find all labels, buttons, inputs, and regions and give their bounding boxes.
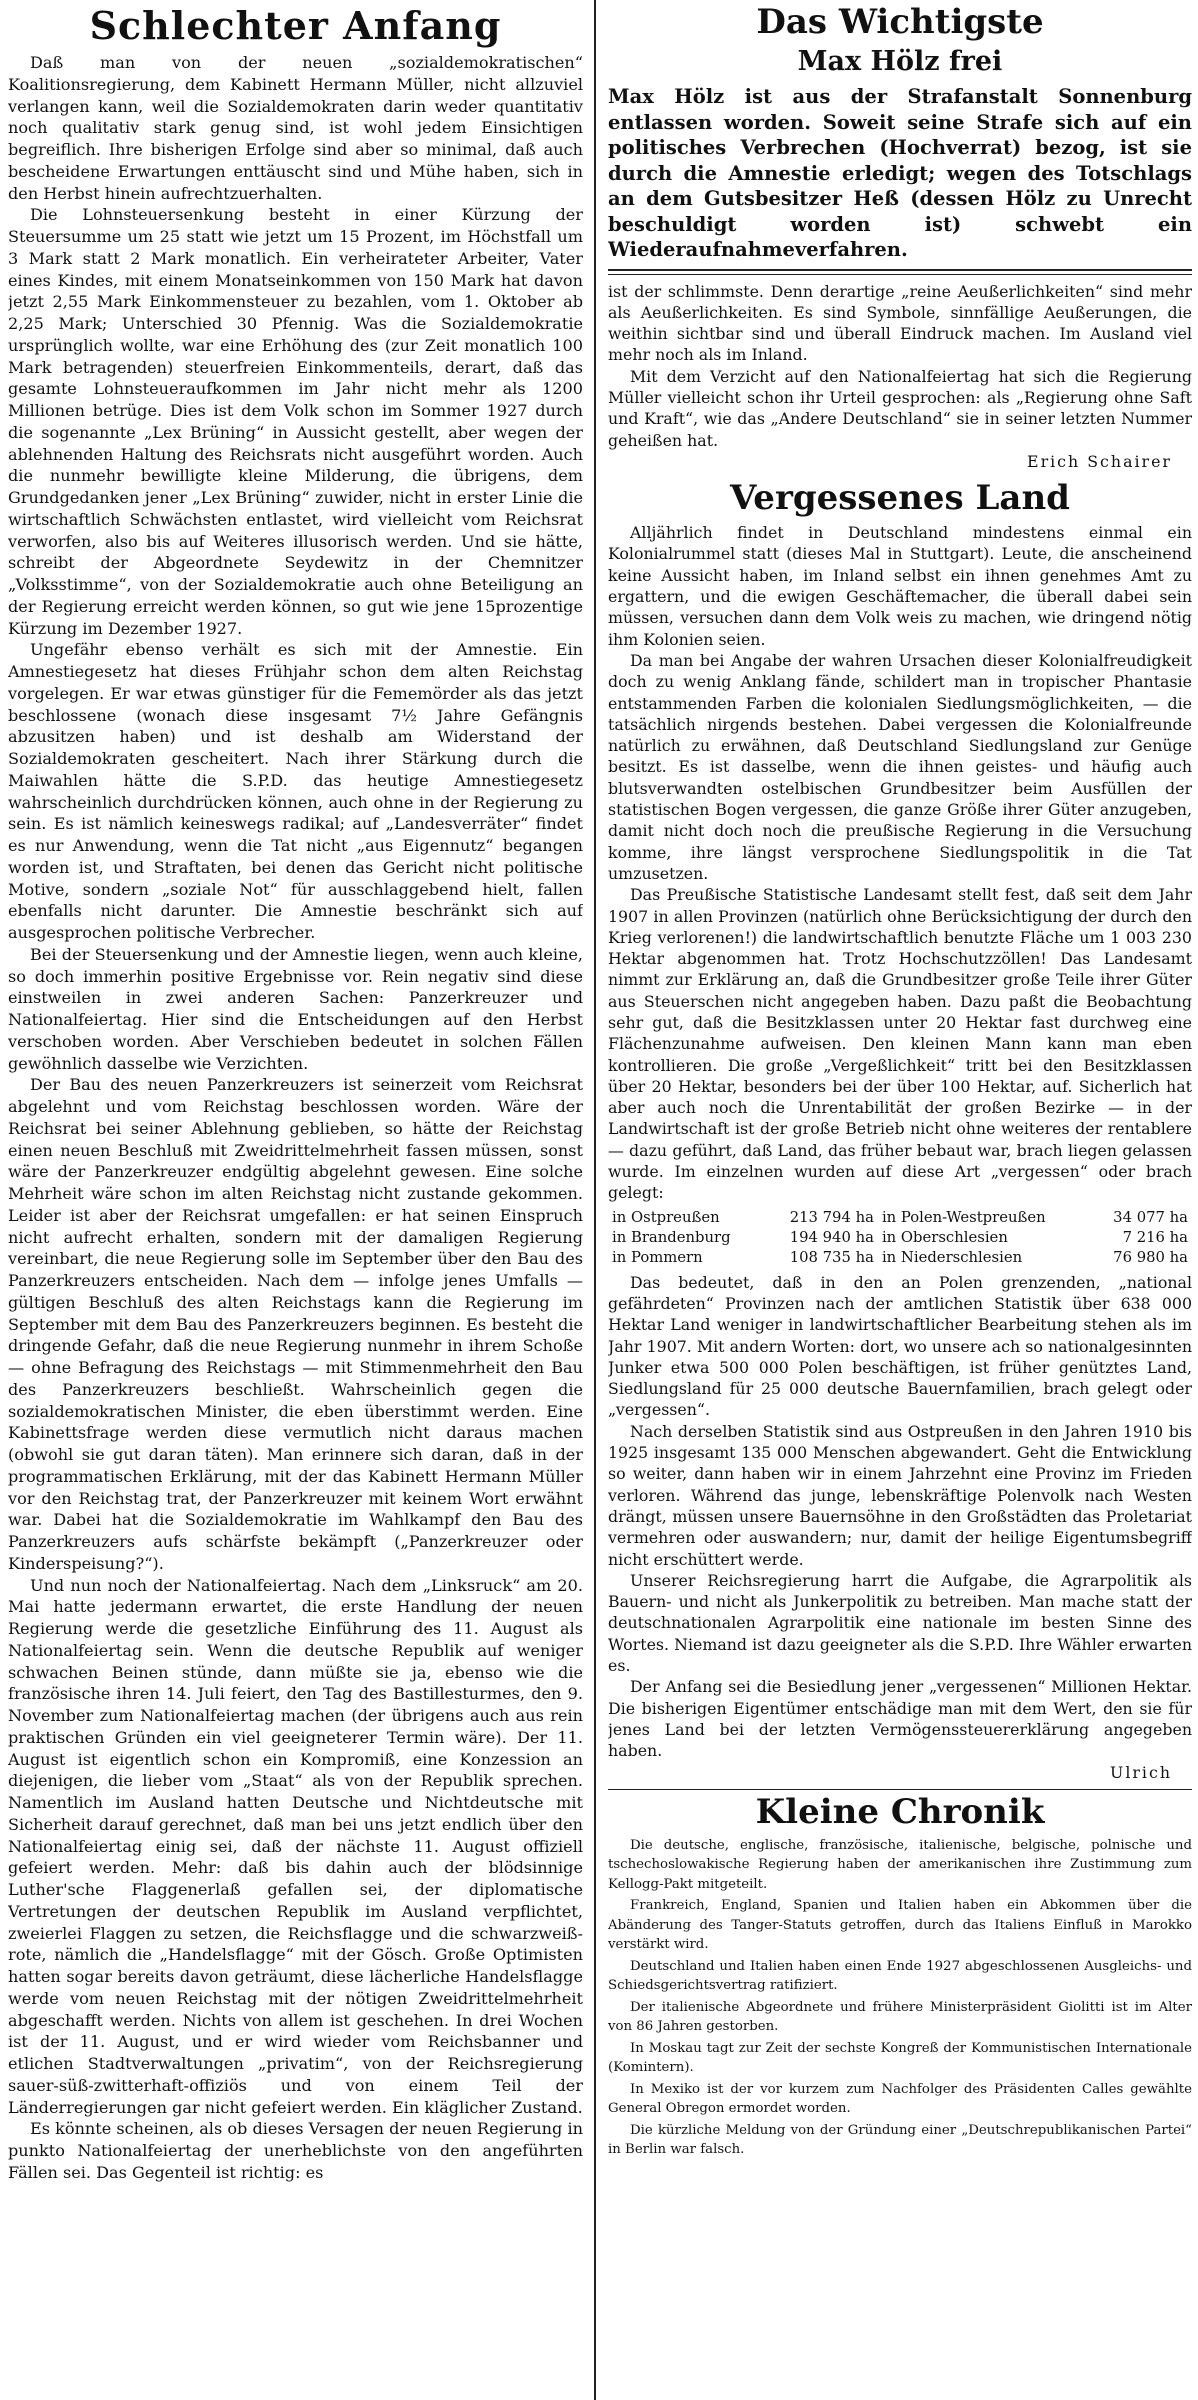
table-row — [608, 1208, 1192, 1228]
article-body-schlechter-anfang — [8, 52, 583, 2184]
article-title-das-wichtigste: Das Wichtigste — [756, 2, 1044, 42]
table-cell: 108 735 ha — [789, 1248, 874, 1266]
table-cell: in Niederschlesien — [881, 1248, 1023, 1266]
table-cell: 213 794 ha — [789, 1208, 874, 1226]
table-cell: 194 940 ha — [789, 1228, 874, 1246]
table-cell: in Polen-Westpreußen — [881, 1208, 1046, 1226]
paragraph: Und nun noch der Nationalfeiertag. Nach dem „Linksruck“ am 20. Mai hatte jedermann erwartet, die erste Handlung der neuen Regierung werde die gesetzliche Einführung des 11. August als Nationalfeiertag sein. Wenn die deutsche Republik auf weniger schwachen Beinen stünde, dann müßte sie ja, ebenso wie die französische ihren 14. Juli feiert, den Tag des Bastillesturmes, den 9. November zum Nationalfeiertag machen (der übrigens auch aus rein praktischen Gründen ein viel geeigneterer Termin wäre). Der 11. August ist eigentlich schon ein Kompromiß, eine Konzession an diejenigen, die lieber vom „Staat“ als von der Republik sprechen. Namentlich im Ausland hatten Deutsche und Nichtdeutsche mit Sicherheit darauf gerechnet, daß man bei uns jetzt endlich über den Nationalfeiertag einig sei, daß der nächste 11. August offiziell gefeiert werden. Mehr: daß bis dahin auch der blödsinnige Luther'sche Flaggenerlaß gefallen sei, der diplomatische Vertretungen der deutschen Republik im Ausland verpflichtet, zweierlei Flaggen zu setzen, die Reichsflagge und die schwarzweiß-rote, nämlich die „Handelsflagge“ mit der Gösch. Große Optimisten hatten sogar bereits davon geträumt, diese lächerliche Handelsflagge werde vom neuen Reichstag mit der nötigen Zweidrittelmehrheit abgeschafft werden. Nichts von allem ist geschehen. In drei Wochen ist der 11. August, und er wird wieder vom Reichsbanner und etlichen Stadtverwaltungen „privatim“, von der Reichsregierung sauer-süß-zwitterhaft-offiziös und von einem Teil der Länderregierungen gar nicht gefeiert werden. Ein kläglicher Zustand. — [8, 1575, 583, 2117]
list-item: In Mexiko ist der vor kurzem zum Nachfolger des Präsidenten Calles gewählte General Obregon ermordet worden. — [608, 2081, 1192, 2117]
paragraph: Mit dem Verzicht auf den Nationalfeiertag hat sich die Regierung Müller vielleicht schon ihr Urteil gesprochen: als „Regierung ohne Saft und Kraft“, wie das „Andere Deutschland“ sie in seiner letzten Nummer geheißen hat. — [608, 366, 1192, 450]
table-row — [608, 1228, 1192, 1248]
paragraph: Das bedeutet, daß in den an Polen grenzenden, „national gefährdeten“ Provinzen nach der amtlichen Statistik über 638 000 Hektar Land weniger in landwirtschaftlicher Bearbeitung stehen als im Jahr 1907. Mit andern Worten: dort, wo unsere ach so nationalgesinnten Junker etwa 500 000 Polen beschäftigen, ist früher genütztes Land, Siedlungsland für 25 000 deutsche Bauernfamilien, brach gelegt oder „vergessen“. — [608, 1272, 1192, 1420]
paragraph: Alljährlich findet in Deutschland mindestens einmal ein Kolonialrummel statt (dieses Mal in Stuttgart). Leute, die anscheinend keine Aussicht haben, im Inland selbst ein ihnen genehmes Amt zu ergattern, und die ewigen Geschäftemacher, die überall dabei sein müssen, versuchen dann dem Volk weis zu machen, wie dringend nötig ihm Kolonien seien. — [608, 523, 1192, 649]
right-column — [608, 0, 1192, 2396]
article-title-vergessenes-land: Vergessenes Land — [730, 478, 1070, 519]
paragraph: Bei der Steuersenkung und der Amnestie liegen, wenn auch kleine, so doch immerhin positive Ergebnisse vor. Rein negativ sind diese einstweilen in zwei anderen Sachen: Panzerkreuzer und Nationalfeiertag. Hier sind die Entscheidungen auf den Herbst verschoben worden. Aber Verschieben bedeutet in solchen Fällen gewöhnlich dasselbe wie Verzichten. — [8, 944, 583, 1073]
paragraph: Der Bau des neuen Panzerkreuzers ist seinerzeit vom Reichsrat abgelehnt und vom Reichstag beschlossen worden. Wäre der Reichsrat bei seiner Ablehnung geblieben, so hätte der Reichstag einen neuen Beschluß mit Zweidrittelmehrheit fassen müssen, sonst wäre der Panzerkreuzer endgültig abgelehnt gewesen. Eine solche Mehrheit wäre schon im alten Reichstag nicht zustande gekommen. Leider ist aber der Reichsrat umgefallen: er hat seinen Einspruch nicht aufrecht erhalten, sondern mit der damaligen Regierung vereinbart, die neue Regierung solle im September über den Bau des Panzerkreuzers entscheiden. Nach dem — infolge jenes Umfalls — gültigen Beschluß des alten Reichstags kann die Regierung im September mit dem Bau des Panzerkreuzers beginnen. Es besteht die dringende Gefahr, daß die neue Regierung nunmehr in ihrem Schoße — ohne Befragung des Reichstags — mit Stimmenmehrheit den Bau des Panzerkreuzers beschließt. Wahrscheinlich gegen die sozialdemokratischen Minister, die eben überstimmt werden. Eine Kabinettsfrage werden diese vermutlich nicht daraus machen (obwohl sie gut daran täten). Man erinnere sich daran, daß in der programmatischen Erklärung, mit der das Kabinett Hermann Müller vor den Reichstag trat, der Panzerkreuzer mit keinem Wort erwähnt war. Dabei hat die Sozialdemokratie im Wahlkampf den Bau des Panzerkreuzers aufs schärfste bekämpft („Panzerkreuzer oder Kinderspeisung?“). — [8, 1075, 583, 1573]
paragraph: Das Preußische Statistische Landesamt stellt fest, daß seit dem Jahr 1907 in allen Provinzen (natürlich ohne Berücksichtigung der durch den Krieg verlorenen!) die landwirtschaftlich benutzte Fläche um 1 003 230 Hektar abgenommen hat. Trotz Hochschutzzöllen! Das Landesamt nimmt zur Erklärung an, daß die Grundbesitzer große Teile ihrer Güter aus Steuerschen nicht angegeben haben. Dazu paßt die Beobachtung sehr gut, daß die Besitzklassen unter 20 Hektar fast durchweg eine Flächenzunahme aufweisen. Den kleinen Mann kann man eben kontrollieren. Die große „Vergeßlichkeit“ tritt bei den Besitzklassen über 20 Hektar, besonders bei der über 100 Hektar, auf. Sicherlich hat aber auch noch die Unrentabilität der großen Bezirke — in der Landwirtschaft ist der große Betrieb nicht ohne weiteres der rentablere — dazu geführt, daß Land, das früher bebaut war, brach liegen gelassen wurde. Im einzelnen wurden auf diese Art „vergessen“ oder brach gelegt: — [608, 885, 1192, 1203]
author-signature: Ulrich — [1110, 1762, 1172, 1782]
list-item: Der italienische Abgeordnete und frühere Ministerpräsident Giolitti ist im Alter von 86 Jahren gestorben. — [608, 1999, 1192, 2035]
article-title-kleine-chronik: Kleine Chronik — [755, 1791, 1045, 1832]
paragraph: Nach derselben Statistik sind aus Ostpreußen in den Jahren 1910 bis 1925 insgesamt 135 000 Menschen abgewandert. Geht die Entwicklung so weiter, dann haben wir in einem Jahrzehnt eine Provinz im Frieden verloren. Während das junge, lebenskräftige Polenvolk nach Westen drängt, müssen unsere Bauernsöhne in den Großstädten das Proletariat vermehren oder auswandern; nur, damit der heilige Eigentumsbegriff nicht erschüttert werde. — [608, 1421, 1192, 1569]
lead-box — [608, 84, 1192, 263]
statistics-table — [608, 1208, 1192, 1268]
chronik-section — [608, 1789, 1192, 2160]
article-subtitle: Max Hölz frei — [797, 46, 1003, 77]
table-row — [608, 1248, 1192, 1268]
list-item: Frankreich, England, Spanien und Italien haben ein Abkommen über die Abänderung des Tanger-Statuts getroffen, durch das Italiens Einfluß in Marokko verstärkt wird. — [608, 1898, 1192, 1953]
paragraph: Unserer Reichsregierung harrt die Aufgabe, die Agrarpolitik als Bauern- und nicht als Junkerpolitik zu betreiben. Man mache statt der deutschnationalen Agrarpolitik eine nationale im besten Sinne des Wortes. Niemand ist dazu geeigneter als die S.P.D. Ihre Wähler erwarten es. — [608, 1570, 1192, 1676]
column-divider — [594, 0, 596, 2400]
author-signature: Erich Schairer — [1027, 451, 1172, 471]
paragraph: Ungefähr ebenso verhält es sich mit der Amnestie. Ein Amnestiegesetz hat dieses Frühjahr schon dem alten Reichstag vorgelegen. Er war etwas günstiger für die Fememörder als das jetzt beschlossene (wonach diese insgesamt 7½ Jahre Gefängnis abzusitzen haben) und ist deshalb am Widerstand der Sozialdemokraten gescheitert. Nach ihrer Stärkung durch die Maiwahlen hätte die S.P.D. das heutige Amnestiegesetz wahrscheinlich durchdrücken können, auch ohne in der Regierung zu sein. Es ist nämlich keineswegs radikal; auf „Landesverräter“ findet es nur Anwendung, wenn die Tat nicht „aus Eigennutz“ begangen worden ist, und Straftaten, bei denen das Gericht nicht politische Motive, sondern „soziale Not“ für ausschlaggebend hielt, fallen ebenfalls nicht darunter. Die Amnestie beschränkt sich auf ausgesprochen politische Verbrecher. — [8, 640, 583, 942]
table-cell: 76 980 ha — [1113, 1248, 1188, 1266]
lead-paragraph: Max Hölz ist aus der Strafanstalt Sonnenburg entlassen worden. Soweit seine Strafe sich auf ein politisches Verbrechen (Hochverrat) bezog, ist sie durch die Amnestie erledigt; wegen des Totschlags an dem Gutsbesitzer Heß (dessen Hölz zu Unrecht beschuldigt worden ist) schwebt ein Wiederaufnahmeverfahren. — [608, 85, 1192, 261]
paragraph: Da man bei Angabe der wahren Ursachen dieser Kolonialfreudigkeit doch zu wenig Anklang fände, schildert man in tropischer Phantasie entstammenden Farben die kolonialen Siedlungsmöglichkeiten, — die tatsächlich nirgends bestehen. Dabei vergessen die Kolonialfreunde natürlich zu erwähnen, daß Deutschland Siedlungsland zur Genüge besitzt. Es ist dasselbe, wenn die ihnen geistes- und häufig auch blutsverwandten ostelbischen Grundbesitzer beim Ausfüllen der statistischen Bogen vergessen, die ganze Größe ihrer Güter anzugeben, damit nicht doch noch die preußische Regierung in die Versuchung komme, ihre längst versprochene Siedlungspolitik in die Tat umzusetzen. — [608, 650, 1192, 883]
paragraph: Die Lohnsteuersenkung besteht in einer Kürzung der Steuersumme um 25 statt wie jetzt um 15 Prozent, im Höchstfall um 3 Mark statt 2 Mark monatlich. Ein verheirateter Arbeiter, Vater eines Kindes, mit einem Monatseinkommen von 150 Mark hat davon jetzt 2,55 Mark Einkommensteuer zu bezahlen, vom 1. Oktober ab 2,25 Mark; Unterschied 30 Pfennig. Was die Sozialdemokratie ursprünglich wollte, war eine Erhöhung des (zur Zeit monatlich 100 Mark betragenden) steuerfreien Einkommenteils, derart, daß das gesamte Lohnsteueraufkommen im Jahr nicht mehr als 1200 Millionen betrüge. Dies ist dem Volk schon im Sommer 1927 durch die sogenannte „Lex Brüning“ in Aussicht gestellt, aber wegen der ablehnenden Haltung des Reichsrats nicht ausgeführt worden. Auch die nunmehr bewilligte kleine Milderung, die übrigens, dem Grundgedanken jener „Lex Brüning“ zuwider, nicht in erster Linie die wirtschaftlich Schwächsten entlastet, wird vielleicht vom Reichsrat verworfen, also bis auf Weiteres illusorisch werden. Und sie hätte, schreibt der Abgeordnete Seydewitz in der Chemnitzer „Volksstimme“, von der Sozialdemokratie auch ohne Beteiligung an der Regierung erreicht werden können, so gut wie jene 15prozentige Kürzung im Dezember 1927. — [8, 205, 583, 638]
paragraph: Daß man von der neuen „sozialdemokratischen“ Koalitionsregierung, dem Kabinett Hermann Müller, nicht allzuviel verlangen kann, weil die Sozialdemokraten darin weder quantitativ noch qualitativ stark genug sind, ist wohl jedem Einsichtigen begreiflich. Ihre bisherigen Erfolge sind aber so minimal, daß auch bescheidene Erwartungen enttäuscht sind und Mühe haben, sich in den Herbst hinein aufrechtzuerhalten. — [8, 53, 583, 203]
list-item: Die kürzliche Meldung von der Gründung einer „Deutschrepublikanischen Partei“ in Berlin war falsch. — [608, 2122, 1192, 2158]
table-cell: 34 077 ha — [1113, 1208, 1188, 1226]
table-cell: in Oberschlesien — [881, 1228, 1008, 1246]
table-cell: in Ostpreußen — [612, 1208, 720, 1226]
article-title-schlechter-anfang: Schlechter Anfang — [89, 3, 502, 48]
chronik-list — [608, 1836, 1192, 2160]
paragraph: ist der schlimmste. Denn derartige „reine Aeußerlichkeiten“ sind mehr als Aeußerlichkeiten. Es sind Symbole, sinnfällige Aeußerungen, die weithin sichtbar sind und überall Eindruck machen. Im Ausland viel mehr noch als im Inland. — [608, 281, 1192, 365]
left-column — [8, 0, 583, 2396]
list-item: Deutschland und Italien haben einen Ende 1927 abgeschlossenen Ausgleichs- und Schiedsgerichtsvertrag ratifiziert. — [608, 1958, 1192, 1994]
table-cell: in Pommern — [612, 1248, 703, 1266]
paragraph: Es könnte scheinen, als ob dieses Versagen der neuen Regierung in punkto Nationalfeiertag der unerheblichste von den angeführten Fällen sei. Das Gegenteil ist richtig: es — [8, 2119, 583, 2182]
paragraph: Der Anfang sei die Besiedlung jener „vergessenen“ Millionen Hektar. Die bisherigen Eigentümer entschädige man mit dem Wert, den sie für jenes Land bei der letzten Vermögenssteuererklärung angegeben haben. — [608, 1677, 1192, 1761]
list-item: In Moskau tagt zur Zeit der sechste Kongreß der Kommunistischen Internationale (Komintern). — [608, 2040, 1192, 2076]
table-cell: in Brandenburg — [612, 1228, 731, 1246]
double-rule — [608, 269, 1192, 275]
list-item: Die deutsche, englische, französische, italienische, belgische, polnische und tschechoslowakische Regierung haben der amerikanischen ihre Zustimmung zum Kellogg-Pakt mitgeteilt. — [608, 1837, 1192, 1892]
table-cell: 7 216 ha — [1122, 1228, 1188, 1246]
